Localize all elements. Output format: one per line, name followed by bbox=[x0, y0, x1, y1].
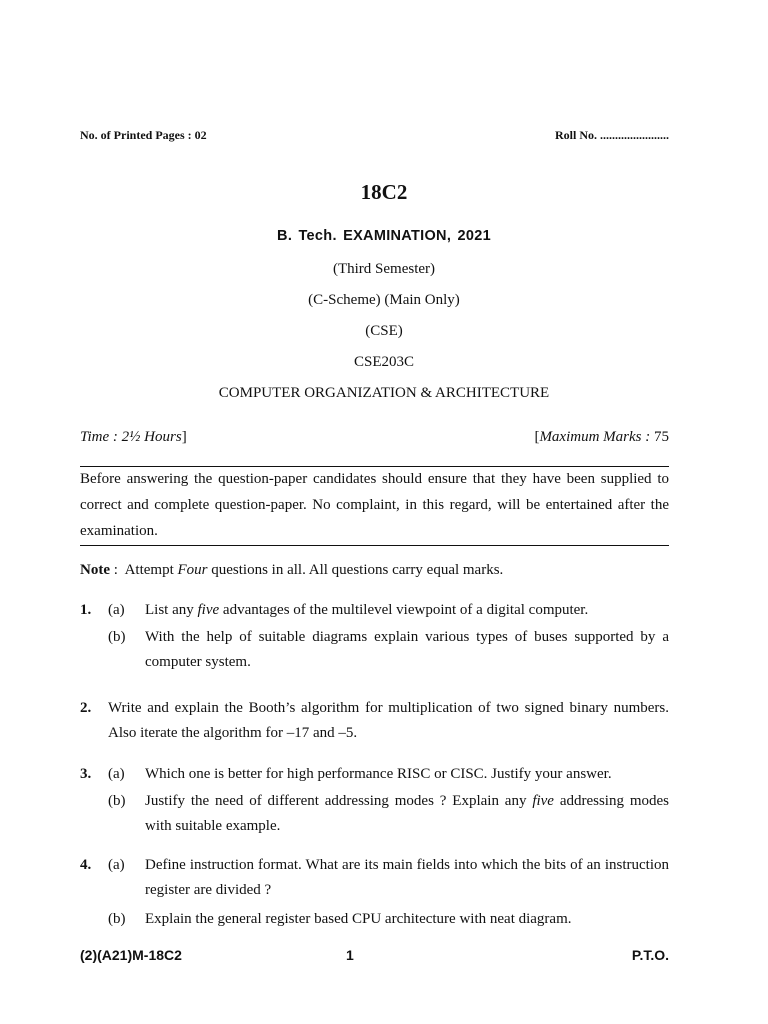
subject-title: COMPUTER ORGANIZATION & ARCHITECTURE bbox=[218, 385, 550, 401]
printed-pages: No. of Printed Pages : 02 bbox=[80, 128, 207, 142]
question-text: Write and explain the Booth’s algorithm for multiplication of two signed binary numbers. Also iterate the algorithm for –17 and –5. bbox=[108, 700, 669, 741]
divider-bottom bbox=[80, 545, 669, 546]
question-4 bbox=[80, 853, 669, 933]
part-label: (b) bbox=[108, 629, 126, 645]
question-number: 4. bbox=[80, 857, 92, 873]
maximum-marks: [Maximum Marks : 75 bbox=[534, 429, 669, 445]
question-number: 3. bbox=[80, 766, 92, 782]
question-3 bbox=[80, 762, 669, 840]
part-label: (a) bbox=[108, 857, 125, 873]
pto-label: P.T.O. bbox=[631, 947, 669, 963]
part-label: (a) bbox=[108, 602, 125, 618]
question-text: Which one is better for high performance RISC or CISC. Justify your answer. bbox=[145, 766, 612, 782]
question-2 bbox=[80, 696, 669, 748]
part-label: (a) bbox=[108, 766, 125, 782]
time-allowed: Time : 2½ Hours] bbox=[80, 429, 187, 445]
question-number: 1. bbox=[80, 602, 92, 618]
page-number: 1 bbox=[346, 947, 354, 963]
note: Note : Attempt Four questions in all. All questions carry equal marks. bbox=[80, 562, 504, 578]
question-1 bbox=[80, 598, 669, 678]
semester: (Third Semester) bbox=[332, 261, 436, 277]
question-number: 2. bbox=[80, 700, 92, 716]
question-text: With the help of suitable diagrams explain various types of buses supported by a computer system. bbox=[145, 629, 669, 670]
question-text: Define instruction format. What are its main fields into which the bits of an instruction register are divided ? bbox=[145, 857, 669, 898]
part-label: (b) bbox=[108, 911, 126, 927]
question-text: Justify the need of different addressing modes ? Explain any five addressing modes with suitable example. bbox=[145, 793, 669, 834]
part-label: (b) bbox=[108, 793, 126, 809]
branch: (CSE) bbox=[365, 323, 403, 339]
course-code: CSE203C bbox=[353, 354, 414, 370]
candidate-instructions: Before answering the question-paper candidates should ensure that they have been supplied to correct and complete question-paper. No complaint, in this regard, will be entertained after the examination. bbox=[80, 471, 669, 539]
question-text: Explain the general register based CPU architecture with neat diagram. bbox=[145, 911, 572, 927]
roll-no: Roll No. ....................... bbox=[555, 128, 669, 142]
paper-code: 18C2 bbox=[360, 180, 408, 204]
question-text: List any five advantages of the multilevel viewpoint of a digital computer. bbox=[145, 602, 589, 618]
exam-title: B. Tech. EXAMINATION, 2021 bbox=[277, 228, 491, 244]
scheme: (C-Scheme) (Main Only) bbox=[308, 292, 460, 308]
footer-code: (2)(A21)M-18C2 bbox=[80, 947, 182, 963]
